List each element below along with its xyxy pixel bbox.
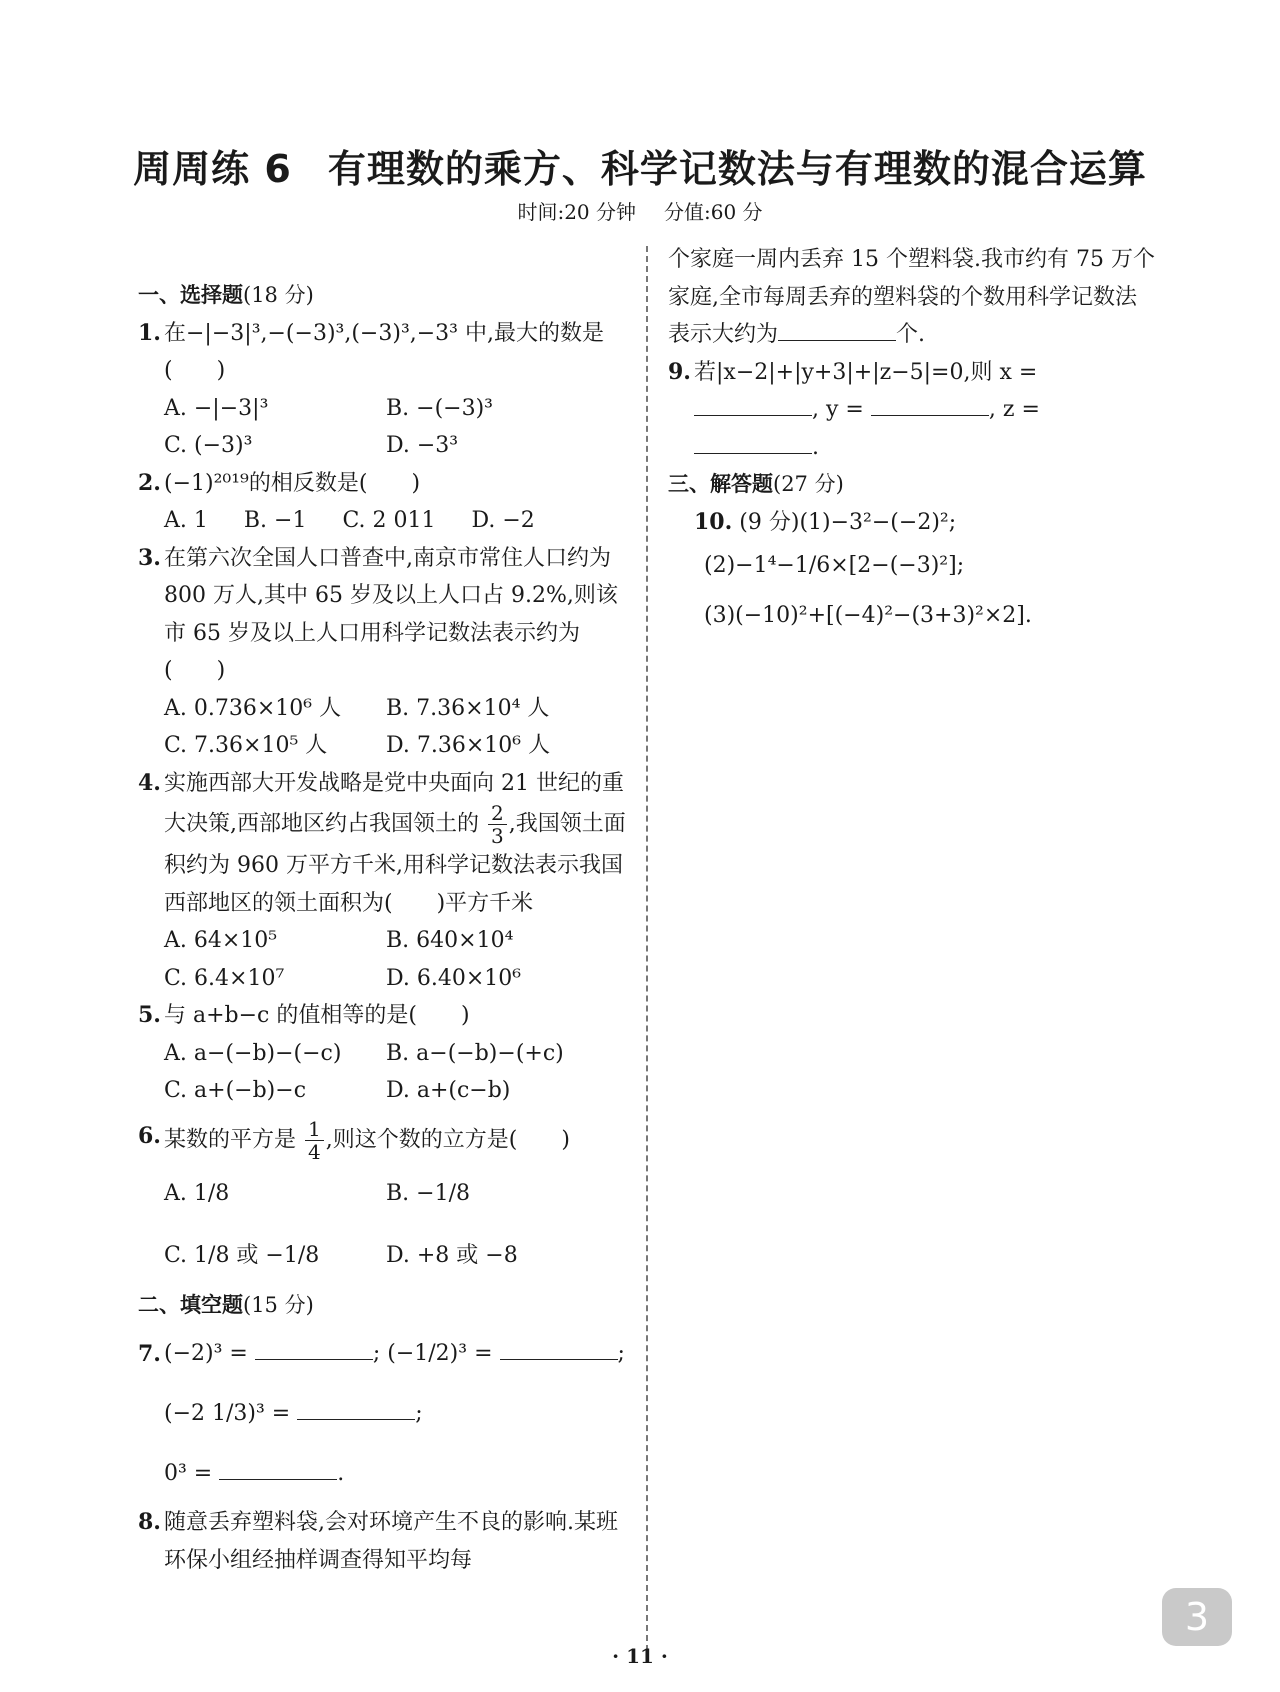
part-3: (3)(−10)²+[(−4)²−(3+3)²×2]. <box>704 603 1032 628</box>
option-a: A. a−(−b)−(−c) <box>164 1040 342 1066</box>
answer-blank[interactable] <box>694 391 812 416</box>
question-10: 10. (9 分)(1)−3²−(−2)²; <box>694 508 957 535</box>
option-b: B. 640×10⁴ <box>386 928 514 953</box>
page-title: 周周练 6 有理数的乘方、科学记数法与有理数的混合运算 <box>133 147 1147 191</box>
option-c: C. 6.4×10⁷ <box>164 965 285 991</box>
question-stem: 在−|−3|³,−(−3)³,(−3)³,−3³ 中,最大的数是( ) <box>164 320 604 383</box>
total-score: 分值:60 分 <box>664 200 763 224</box>
section-answer: 三、解答题(27 分) <box>668 472 844 496</box>
option-d: D. −2 <box>471 508 535 533</box>
part-1: (1)−3²−(−2)²; <box>799 509 957 535</box>
option-b: B. −1 <box>243 508 307 533</box>
options-1 <box>138 390 626 465</box>
column-divider <box>646 246 648 1651</box>
answer-blank[interactable] <box>871 391 989 416</box>
question-stem: 实施西部大开发战略是党中央面向 21 世纪的重大决策,西部地区约占我国领土的 <box>164 770 624 837</box>
question-stem: (−1)²⁰¹⁹的相反数是( ) <box>164 470 421 496</box>
left-column <box>138 277 626 1579</box>
option-b: B. −(−3)³ <box>386 395 494 421</box>
fraction: $\frac{1}{4}$ <box>305 1118 324 1163</box>
question-8: 8. 随意丢弃塑料袋,会对环境产生不良的影响.某班环保小组经抽样调查得知平均每 <box>138 1509 618 1573</box>
answer-blank[interactable] <box>694 429 812 454</box>
question-5: 5. 与 a+b−c 的值相等的是( ) <box>138 1002 470 1028</box>
option-c: C. 2 011 <box>342 508 436 533</box>
option-c: C. 1/8 或 −1/8 <box>164 1242 320 1268</box>
option-a: A. 64×10⁵ <box>164 928 278 953</box>
option-d: D. 7.36×10⁶ 人 <box>386 733 551 758</box>
option-c: C. (−3)³ <box>164 433 253 458</box>
options-3 <box>138 690 626 765</box>
exam-info <box>0 196 1280 225</box>
option-b: B. a−(−b)−(+c) <box>386 1040 564 1066</box>
option-c: C. 7.36×10⁵ 人 <box>164 733 328 758</box>
part-2: (2)−1⁴−1/6×[2−(−3)²]; <box>704 553 965 578</box>
options-5 <box>138 1035 626 1110</box>
question-stem: 在第六次全国人口普查中,南京市常住人口约为 800 万人,其中 65 岁及以上人口占 9.2%,则该市 65 岁及以上人口用科学记数法表示约为( ) <box>164 545 618 683</box>
answer-blank[interactable] <box>297 1395 415 1420</box>
question-stem: 某数的平方是 <box>164 1127 297 1152</box>
question-9: 9. 若|x−2|+|y+3|+|z−5|=0,则 x = , y = , z = . <box>668 358 1040 460</box>
right-column <box>668 241 1158 641</box>
options-4 <box>138 922 626 997</box>
question-stem: 随意丢弃塑料袋,会对环境产生不良的影响.某班环保小组经抽样调查得知平均每 <box>164 1510 618 1573</box>
question-6: 6. 某数的平方是 $\frac{1}{4}$ ,则这个数的立方是( ) <box>138 1116 570 1164</box>
option-d: D. +8 或 −8 <box>386 1242 518 1268</box>
question-1: 1. 在−|−3|³,−(−3)³,(−3)³,−3³ 中,最大的数是( ) <box>138 319 604 383</box>
page-badge[interactable]: 3 <box>1162 1588 1232 1646</box>
question-8-continued: 个家庭一周内丢弃 15 个塑料袋.我市约有 75 万个家庭,全市每周丢弃的塑料袋的个数用科学记数法表示大约为 个. <box>668 247 1155 347</box>
option-d: D. −3³ <box>386 433 459 458</box>
question-3: 3. 在第六次全国人口普查中,南京市常住人口约为 800 万人,其中 65 岁及以上人口占 9.2%,则该市 65 岁及以上人口用科学记数法表示约为( ) <box>138 544 618 683</box>
question-stem: 若|x−2|+|y+3|+|z−5|=0,则 x = <box>694 359 1038 385</box>
question-10-parts <box>668 541 1158 641</box>
time-limit: 时间:20 分钟 <box>517 200 636 224</box>
question-7: 7. (−2)³ = ; (−1/2)³ = ; (−2 1/3)³ = ; 0³ = . <box>138 1324 626 1504</box>
option-a: A. 0.736×10⁶ 人 <box>164 695 342 721</box>
answer-blank[interactable] <box>255 1335 373 1360</box>
expr-4: 0³ = <box>164 1461 213 1486</box>
option-a: A. 1 <box>164 508 208 533</box>
question-2: 2. (−1)²⁰¹⁹的相反数是( ) <box>138 469 421 496</box>
answer-blank[interactable] <box>778 316 896 341</box>
fraction: $\frac{2}{3}$ <box>488 802 507 847</box>
option-d: D. 6.40×10⁶ <box>386 965 522 991</box>
option-a: A. −|−3|³ <box>164 395 269 421</box>
question-4: 4. 实施西部大开发战略是党中央面向 21 世纪的重大决策,西部地区约占我国领土的 $\frac{2}{3}$ ,我国领土面积约为 960 万平方千米,用科学记数法表示我国西部地区的领土面积为( )平方千米 <box>138 769 626 916</box>
section-fill: 二、填空题(15 分) <box>138 1292 314 1317</box>
option-d: D. a+(c−b) <box>386 1078 511 1103</box>
expr-2: (−1/2)³ = <box>387 1341 493 1366</box>
section-choice: 一、选择题(18 分) <box>138 283 314 307</box>
page-number: · 11 · <box>612 1644 668 1668</box>
option-a: A. 1/8 <box>164 1180 230 1206</box>
option-b: B. −1/8 <box>386 1180 470 1206</box>
options-2 <box>138 502 626 540</box>
expr-1: (−2)³ = <box>164 1341 248 1366</box>
question-stem: 与 a+b−c 的值相等的是( ) <box>164 1003 470 1028</box>
answer-blank[interactable] <box>219 1455 337 1480</box>
options-6 <box>138 1163 626 1287</box>
expr-3: (−2 1/3)³ = <box>164 1401 291 1426</box>
option-c: C. a+(−b)−c <box>164 1078 307 1103</box>
answer-blank[interactable] <box>500 1335 618 1360</box>
option-b: B. 7.36×10⁴ 人 <box>386 695 550 721</box>
